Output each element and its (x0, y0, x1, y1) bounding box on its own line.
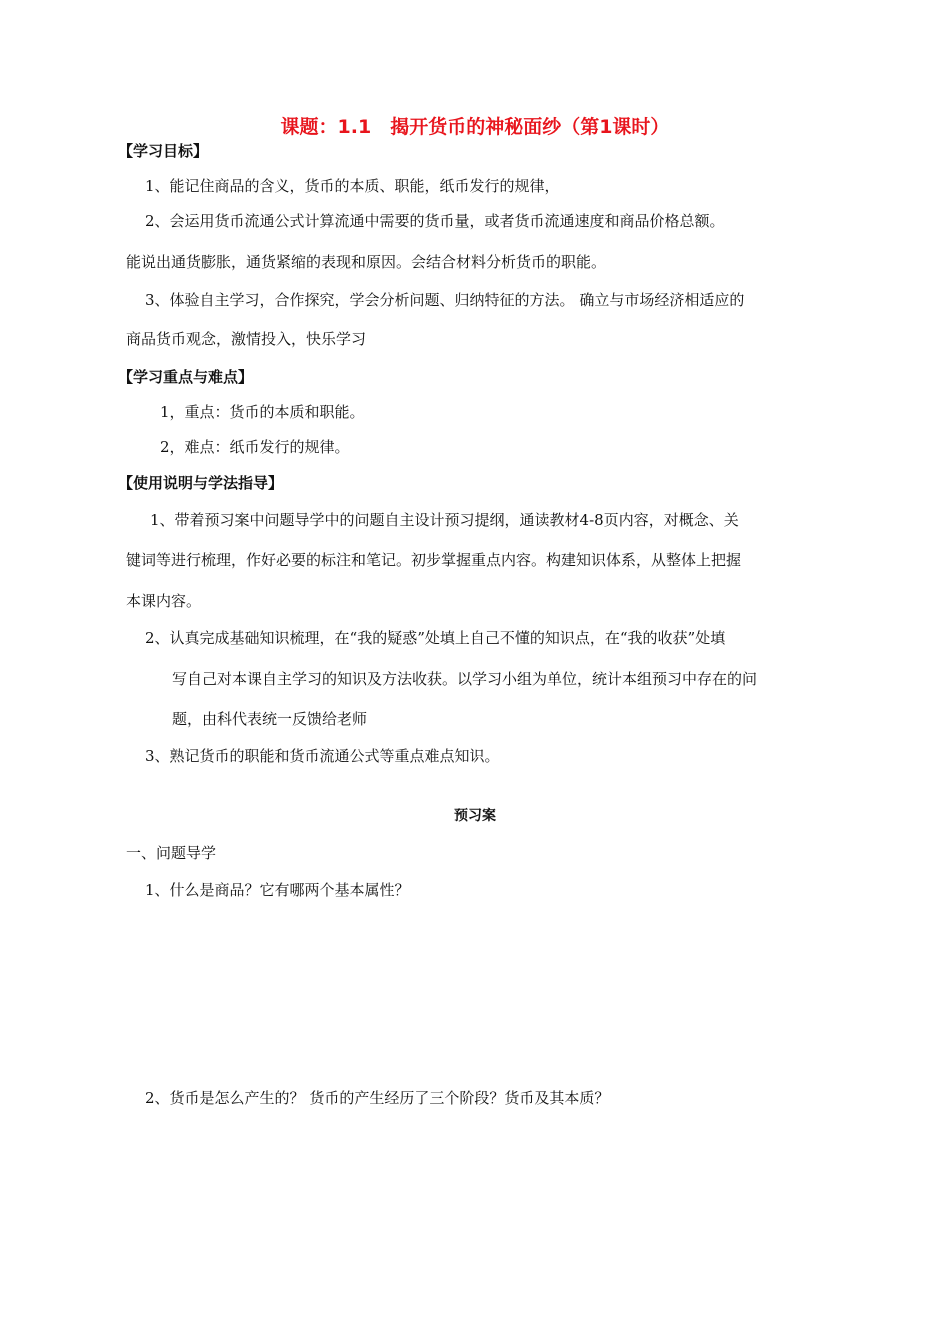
guidance-heading: 【使用说明与学法指导】 (118, 474, 284, 492)
objectives-line-5: 商品货币观念，激情投入，快乐学习 (126, 330, 367, 348)
key-point-1: 1，重点：货币的本质和职能。 (160, 403, 365, 421)
objectives-line-3: 能说出通货膨胀，通货紧缩的表现和原因。会结合材料分析货币的职能。 (126, 253, 607, 271)
guidance-line-4: 2、认真完成基础知识梳理，在“我的疑惑”处填上自己不懂的知识点，在“我的收获”处填 (145, 629, 726, 647)
question-1: 1、什么是商品？它有哪两个基本属性？ (145, 881, 410, 899)
objectives-line-4: 3、体验自主学习，合作探究，学会分析问题、归纳特征的方法。 确立与市场经济相适应的 (145, 291, 745, 309)
guidance-line-3: 本课内容。 (126, 592, 202, 610)
question-2: 2、货币是怎么产生的？ 货币的产生经历了三个阶段？货币及其本质？ (145, 1089, 610, 1107)
key-point-2: 2，难点：纸币发行的规律。 (160, 438, 350, 456)
objectives-line-2: 2、会运用货币流通公式计算流通中需要的货币量，或者货币流通速度和商品价格总额。 (145, 212, 725, 230)
preview-sub-heading: 一、问题导学 (126, 844, 217, 862)
objectives-heading: 【学习目标】 (118, 142, 209, 160)
preview-heading: 预习案 (454, 808, 496, 824)
guidance-line-2: 键词等进行梳理，作好必要的标注和笔记。初步掌握重点内容。构建知识体系，从整体上把握 (126, 551, 742, 569)
guidance-line-5: 写自己对本课自主学习的知识及方法收获。以学习小组为单位，统计本组预习中存在的问 (172, 670, 758, 688)
key-points-heading: 【学习重点与难点】 (118, 368, 254, 386)
guidance-line-1: 1、带着预习案中问题导学中的问题自主设计预习提纲，通读教材4-8页内容，对概念、关 (150, 511, 739, 529)
page-title: 课题：1.1 揭开货币的神秘面纱（第1课时） (280, 116, 670, 138)
objectives-line-1: 1、能记住商品的含义，货币的本质、职能，纸币发行的规律， (145, 177, 560, 195)
guidance-line-6: 题，由科代表统一反馈给老师 (172, 710, 368, 728)
guidance-line-7: 3、熟记货币的职能和货币流通公式等重点难点知识。 (145, 747, 500, 765)
